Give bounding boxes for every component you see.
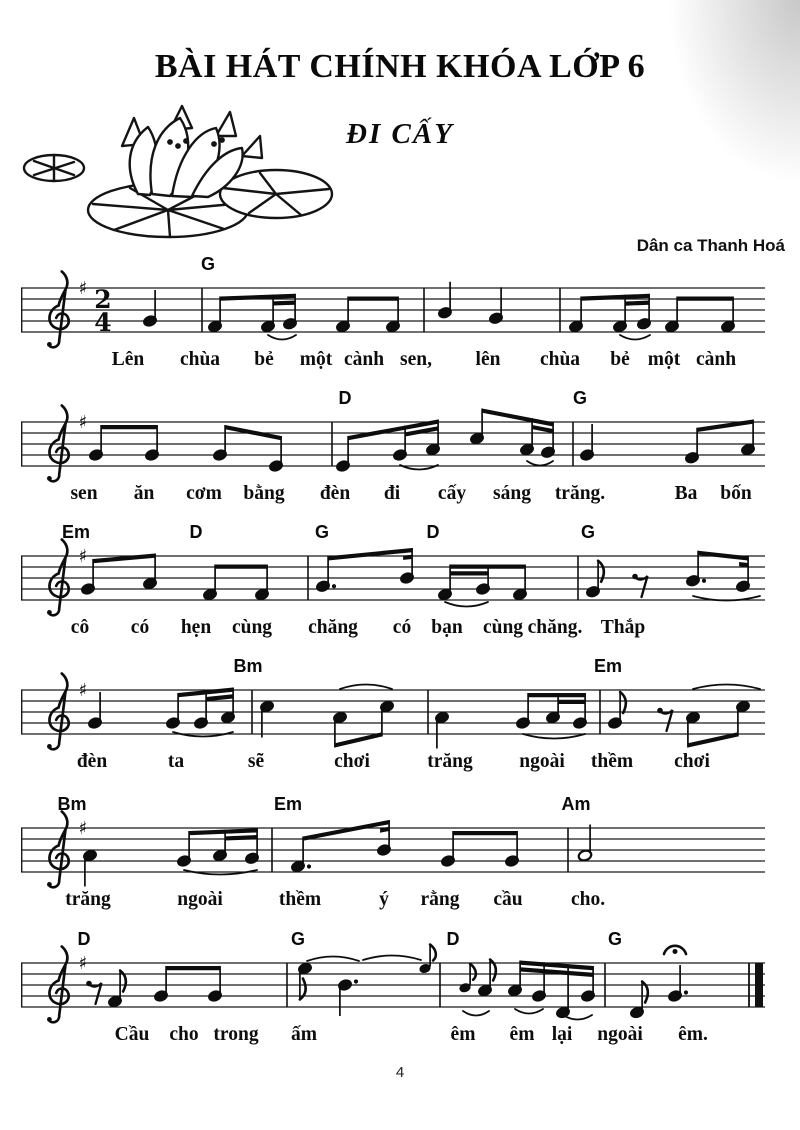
augmentation-dot [354, 979, 358, 983]
lyric-syllable: cho [169, 1024, 199, 1045]
beam-secondary [225, 835, 257, 840]
beam-secondary [403, 555, 412, 560]
credit: Dân ca Thanh Hoá [636, 236, 785, 255]
lyric-syllable: Cầu [114, 1024, 150, 1045]
lyric-syllable: chăng [308, 617, 358, 638]
beam-secondary [450, 571, 488, 575]
time-signature-bottom: 4 [94, 308, 112, 337]
chord-label: G [572, 388, 588, 408]
beam-secondary [206, 694, 233, 701]
page-title: BÀI HÁT CHÍNH KHÓA LỚP 6 [154, 48, 646, 85]
clef-dot [47, 342, 52, 347]
beam-primary [220, 294, 295, 301]
chord-label: D [446, 929, 460, 949]
beam-primary [482, 409, 553, 427]
lyric-syllable: thềm [590, 751, 634, 772]
beam-secondary [532, 425, 553, 433]
beam-primary [698, 551, 748, 561]
clef-dot [47, 476, 52, 481]
chord-label: D [338, 388, 352, 408]
augmentation-dot [332, 584, 336, 588]
lyric-syllable: trăng. [554, 483, 606, 504]
lyric-syllable: sen, [400, 349, 432, 370]
beam-primary [453, 831, 517, 835]
lyric-syllable: bằng [243, 483, 285, 504]
key-signature-sharp: ♯ [78, 412, 88, 433]
lyric-syllable: lên [475, 349, 501, 370]
lyric-syllable: lại [551, 1024, 573, 1045]
key-signature-sharp: ♯ [78, 278, 88, 299]
beam-primary [189, 828, 257, 835]
key-signature-sharp: ♯ [78, 953, 88, 974]
slur [463, 1011, 489, 1016]
lyric-syllable: bẻ [254, 349, 274, 370]
slur [527, 461, 553, 466]
lyric-syllable: chơi [674, 751, 710, 772]
chord-label: G [580, 522, 596, 542]
slur [363, 956, 421, 961]
lyric-syllable: chùa [179, 349, 221, 370]
lyric-syllable: cầu [493, 889, 523, 910]
slur [523, 734, 585, 739]
chord-label: D [189, 522, 203, 542]
slur [693, 685, 760, 690]
beam-primary [697, 420, 753, 432]
lyric-syllable: cùng [482, 617, 524, 638]
augmentation-dot [702, 579, 706, 583]
lyric-syllable: ngoài [519, 751, 565, 772]
eighth-flag [430, 945, 436, 961]
lyric-syllable: cành [695, 349, 737, 370]
lyric-syllable: chùa [539, 349, 581, 370]
beam-primary [215, 565, 267, 569]
lyric-syllable: cấy [437, 483, 467, 504]
chord-label: G [314, 522, 330, 542]
lyric-syllable: cành [343, 349, 385, 370]
key-signature-sharp: ♯ [78, 680, 88, 701]
page-number: 4 [395, 1064, 405, 1081]
lyric-syllable: cùng [231, 617, 273, 638]
slur [445, 602, 488, 607]
lyric-syllable: sẽ [247, 751, 265, 772]
key-signature-sharp: ♯ [78, 818, 88, 839]
key-signature-sharp: ♯ [78, 546, 88, 567]
beam-primary [677, 297, 733, 301]
beam-primary [93, 554, 155, 564]
lyric-syllable: sáng [493, 483, 531, 504]
system-3 [0, 520, 800, 654]
staff-notation-4 [15, 654, 775, 788]
lyric-syllable: ấm [291, 1024, 317, 1045]
eighth-rest-icon [90, 983, 102, 1004]
beam-primary [581, 294, 649, 301]
lyric-syllable: thềm [278, 889, 322, 910]
clef-dot [47, 744, 52, 749]
lyric-syllable: bốn [720, 483, 752, 504]
beam-primary [101, 425, 157, 429]
eighth-flag [620, 692, 626, 713]
lyric-syllable: đèn [319, 483, 351, 504]
lyric-syllable: có [130, 617, 150, 638]
augmentation-dot [684, 990, 688, 994]
beam-primary [303, 820, 389, 841]
beam-secondary [558, 700, 585, 704]
lyric-syllable: chơi [334, 751, 370, 772]
staff-notation-5 [15, 792, 775, 926]
augmentation-dot [307, 864, 311, 868]
lyric-syllable: đèn [76, 751, 108, 772]
lyric-syllable: bạn [431, 617, 463, 638]
eighth-rest-icon [661, 710, 673, 731]
lyric-syllable: Thắp [600, 617, 646, 638]
beam-secondary [273, 301, 295, 306]
lyric-syllable: trăng [427, 751, 473, 772]
chord-label: Em [61, 522, 91, 542]
lyric-syllable: êm [509, 1024, 535, 1045]
lyric-syllable: rằng [420, 889, 460, 910]
lyric-syllable: trong [213, 1024, 259, 1045]
lyric-syllable: ngoài [597, 1024, 643, 1045]
lyric-syllable: trăng [65, 889, 111, 910]
lyric-syllable: một [647, 349, 681, 370]
clef-dot [47, 1017, 52, 1022]
lyric-syllable: cô [70, 617, 90, 638]
beam-primary [166, 966, 220, 970]
final-barline-thick [755, 963, 763, 1007]
notehead [419, 963, 431, 973]
lyric-syllable: hẹn [180, 617, 212, 638]
lyric-syllable: bẻ [610, 349, 630, 370]
lyric-syllable: Ba [674, 483, 698, 504]
system-5 [0, 792, 800, 926]
system-6 [0, 927, 800, 1061]
slur [340, 685, 392, 690]
clef-dot [47, 882, 52, 887]
chord-label: G [200, 254, 216, 274]
song-title: ĐI CẤY [346, 118, 454, 150]
beam-secondary [625, 301, 649, 306]
notehead [459, 983, 471, 993]
clef-dot [47, 610, 52, 615]
slur [515, 1009, 543, 1014]
fermata-icon [673, 949, 678, 954]
system-4 [0, 654, 800, 788]
eighth-rest-icon [636, 576, 648, 597]
chord-label: G [607, 929, 623, 949]
chord-label: Em [593, 656, 623, 676]
lyric-syllable: ngoài [177, 889, 223, 910]
beam-primary [528, 693, 585, 697]
chord-label: Am [561, 794, 591, 814]
lyric-syllable: ăn [133, 483, 155, 504]
lyric-syllable: êm. [678, 1024, 708, 1045]
lyric-syllable: ý [379, 889, 389, 910]
lyric-syllable: cho. [570, 889, 606, 910]
lyric-syllable: ta [167, 751, 185, 772]
lyric-syllable: có [392, 617, 412, 638]
lyric-syllable: một [299, 349, 333, 370]
lyric-syllable: chăng. [527, 617, 583, 638]
beam-primary [328, 548, 412, 560]
eighth-flag [470, 964, 476, 980]
slur [268, 335, 296, 340]
system-2 [0, 386, 800, 520]
chord-label: Em [273, 794, 303, 814]
chord-label: Bm [233, 656, 263, 676]
slur [307, 957, 359, 962]
beam-primary [348, 297, 398, 301]
lyric-syllable: đi [383, 483, 401, 504]
lyric-syllable: sen [70, 483, 98, 504]
chord-label: D [77, 929, 91, 949]
system-1 [0, 252, 800, 386]
slur [620, 335, 650, 340]
chord-label: D [426, 522, 440, 542]
lyric-syllable: êm [450, 1024, 476, 1045]
chord-label: G [290, 929, 306, 949]
lyric-syllable: Lên [111, 349, 145, 370]
lyric-syllable: cơm [186, 483, 222, 504]
time-signature-top: 2 [94, 285, 112, 314]
scan-artifact-shade [650, 0, 800, 210]
chord-label: Bm [57, 794, 87, 814]
